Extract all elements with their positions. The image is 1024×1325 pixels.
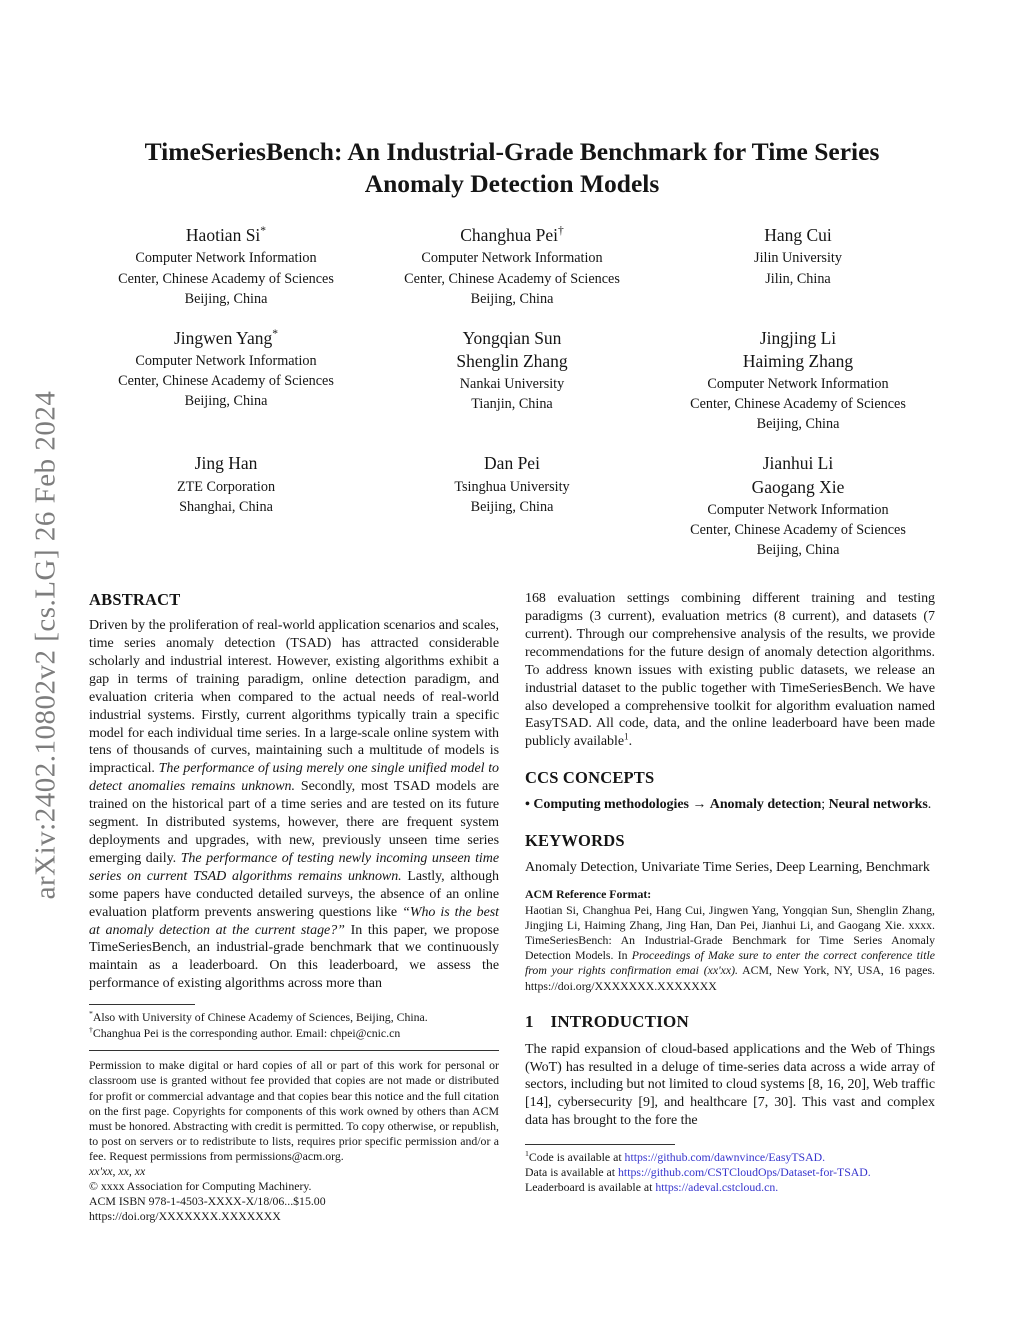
text-segment: Data is available at: [525, 1165, 619, 1180]
permission-notice: Permission to make digital or hard copies of all or part of this work for personal or classroom use is granted without fee provided that copies are not made or distributed for profit or commercial advantage and that copies bear this notice and the full citation on the first page. Copyrights for components of this work owned by others than ACM must be honored. Abstracting with credit is permitted. To copy otherwise, or republish, to post on servers or to redistribute to lists, requires prior specific permission and/or a fee. Request permissions from permissions@acm.org.: [89, 1058, 499, 1163]
text-line: Shanghai, China: [179, 498, 273, 515]
section-number: 1: [525, 1011, 534, 1031]
author-block: [369, 452, 655, 516]
external-link[interactable]: https://adeval.cstcloud.cn.: [655, 1180, 779, 1195]
text-segment: The rapid expansion of cloud-based applications and the Web of Things (WoT) has resulted in a deluge of time-series data across a wide array of sectors, including but not limited to cloud systems [8, 16, 20], Web traffic [14], cybersecurity [9], and healthcare [7, 30]. This vast and complex data has brought to the fore the: [525, 1041, 935, 1129]
author-affiliation: [655, 500, 941, 560]
text-segment: .: [927, 797, 932, 813]
text-segment: Changhua Pei is the corresponding author. Email: chpei@cnic.cn: [92, 1026, 401, 1041]
text-segment: †: [557, 225, 564, 238]
arxiv-stamp: arXiv:2402.10802v2 [cs.LG] 26 Feb 2024: [29, 390, 62, 900]
author-block: [655, 224, 941, 288]
text-segment: ;: [821, 797, 829, 813]
author-name: [369, 224, 655, 247]
acm-reference-heading: ACM Reference Format:: [525, 887, 652, 902]
text-segment: •: [525, 797, 534, 813]
text-segment: †: [89, 1025, 93, 1035]
text-line: [369, 350, 655, 373]
text-segment: ACM, New York, NY, USA, 16 pages. https://doi.org/XXXXXXX.XXXXXXX: [525, 963, 936, 993]
text-segment: In this paper, we propose TimeSeriesBench, an industrial-grade benchmark that we continuously maintain as a leaderboard. On this leaderboard, we assess the performance of existing algorithms across more than: [89, 922, 499, 992]
text-segment: Yongqian Sun: [462, 327, 562, 348]
text-line: Center, Chinese Academy of Sciences: [118, 270, 334, 287]
text-line: Tianjin, China: [471, 396, 553, 413]
text-line: [525, 1165, 935, 1180]
author-affiliation: [369, 477, 655, 517]
text-line: [655, 224, 941, 247]
text-line: Jilin, China: [765, 270, 831, 287]
text-line: Computer Network Information: [421, 250, 603, 267]
text-line: [655, 327, 941, 350]
text-line: Computer Network Information: [707, 376, 889, 392]
author-affiliation: [83, 351, 369, 411]
text-segment: Jingjing Li: [759, 327, 837, 348]
availability-footnotes: [525, 1150, 935, 1195]
text-line: [655, 350, 941, 373]
text-line: Beijing, China: [470, 290, 554, 307]
text-segment: Haotian Si, Changhua Pei, Hang Cui, Jingwen Yang, Yongqian Sun, Shenglin Zhang, Jingjing Li, Haiming Zhang, Jing Han, Dan Pei, Jianhui Li, and Gaogang Xie. xxxx. TimeSeriesBench: An Industrial-Grade Benchmark for Time Series Anomaly Detection Models. In: [525, 903, 935, 963]
text-segment: *: [260, 225, 267, 238]
footnote-rule: [89, 1004, 195, 1005]
author-name: [655, 452, 941, 498]
text-segment: Neural networks: [828, 797, 928, 813]
venue-line: xx'xx, xx, xx: [89, 1164, 146, 1178]
text-segment: Proceedings of Make sure to enter the correct conference title from your rights confirmation emai (xx'xx).: [525, 948, 935, 978]
text-segment: →: [688, 797, 710, 813]
text-line: Center, Chinese Academy of Sciences: [690, 521, 906, 538]
text-segment: Shenglin Zhang: [456, 350, 568, 371]
text-segment: Haotian Si: [185, 225, 261, 246]
author-name: [83, 452, 369, 475]
text-segment: “Who is the best at anomaly detection at the current stage?”: [89, 904, 499, 938]
text-line: [525, 1150, 935, 1165]
author-block: [83, 327, 369, 412]
section-title: INTRODUCTION: [550, 1011, 689, 1031]
author-block: [83, 452, 369, 516]
text-segment: Driven by the proliferation of real-world application scenarios and scales, time series anomaly detection (TSAD) has attracted considerable scholarly and industrial interest. However, existing algorithms exhibit a gap in terms of training paradigm, online detection paradigm, and evaluation criteria when compared to the actual needs of real-world industrial systems. Firstly, current algorithms typically train a specific model for each individual time series. In a large-scale online system with tens of thousands of curves, maintaining such a multitude of models is impractical.: [89, 618, 499, 777]
text-line: Computer Network Information: [135, 352, 317, 369]
text-segment: Computing methodologies: [533, 797, 689, 813]
text-segment: Jianhui Li: [762, 453, 834, 474]
text-line: Center, Chinese Academy of Sciences: [118, 373, 334, 390]
text-segment: Changhua Pei: [460, 225, 558, 246]
text-segment: Anomaly detection: [709, 797, 822, 813]
author-affiliation: [655, 374, 941, 434]
authors-grid: [83, 224, 941, 560]
isbn-line: ACM ISBN 978-1-4503-XXXX-X/18/06...$15.00: [89, 1194, 326, 1209]
text-segment: Secondly, most TSAD models are trained on the historical part of a time series and are tested on its future segment. In distributed systems, however, there are frequent system deployments and upgrades, with new, previously unseen time series emerging daily.: [89, 779, 499, 866]
left-column: [89, 590, 499, 1224]
external-link[interactable]: https://github.com/dawnvince/EasyTSAD.: [624, 1150, 826, 1165]
text-line: Beijing, China: [184, 393, 268, 410]
ccs-heading: CCS CONCEPTS: [525, 768, 655, 788]
author-footnote-1: [89, 1010, 499, 1025]
text-line: [655, 476, 941, 499]
text-line: Computer Network Information: [707, 501, 889, 518]
text-line: Beijing, China: [470, 498, 554, 515]
text-line: ZTE Corporation: [176, 478, 276, 495]
right-column: [525, 590, 935, 1224]
author-block: [655, 452, 941, 560]
doi-line: https://doi.org/XXXXXXX.XXXXXXX: [89, 1209, 281, 1224]
text-line: [525, 1180, 935, 1195]
text-segment: Code is available at: [528, 1150, 625, 1165]
text-segment: *: [89, 1009, 93, 1019]
keywords-text: Anomaly Detection, Univariate Time Series, Deep Learning, Benchmark: [525, 860, 930, 876]
text-segment: Jingwen Yang: [174, 327, 273, 348]
text-segment: The performance of using merely one single unified model to detect anomalies remains unknown.: [89, 761, 499, 795]
introduction-paragraph: [525, 1041, 935, 1131]
text-segment: .: [628, 734, 633, 750]
author-block: [83, 224, 369, 309]
text-line: Beijing, China: [756, 541, 840, 558]
text-segment: Lastly, although some papers have conducted detailed surveys, the absence of an online evaluation platform prevents answering questions like: [89, 868, 499, 920]
text-line: Center, Chinese Academy of Sciences: [404, 270, 620, 287]
text-segment: Hang Cui: [764, 225, 832, 246]
text-line: Center, Chinese Academy of Sciences: [690, 396, 906, 413]
text-line: Computer Network Information: [135, 250, 317, 267]
text-line: Beijing, China: [756, 416, 840, 433]
author-affiliation: [369, 374, 655, 414]
author-footnote-2: [89, 1026, 499, 1041]
permission-rule: [89, 1050, 499, 1051]
keywords-heading: KEYWORDS: [525, 831, 625, 851]
author-block: [655, 327, 941, 435]
author-block: [369, 327, 655, 415]
two-column-body: [89, 590, 935, 1224]
text-segment: *: [272, 327, 278, 340]
external-link[interactable]: https://github.com/CSTCloudOps/Dataset-for-TSAD.: [618, 1165, 871, 1180]
text-line: [83, 327, 369, 350]
abstract-paragraph: [89, 617, 499, 993]
text-line: [655, 452, 941, 475]
text-line: [83, 452, 369, 475]
text-line: [369, 452, 655, 475]
introduction-heading: [525, 1012, 935, 1032]
author-name: [655, 327, 941, 373]
text-line: [369, 224, 655, 247]
text-line: [83, 224, 369, 247]
text-line: [369, 327, 655, 350]
text-line: Nankai University: [459, 376, 565, 392]
text-segment: 168 evaluation settings combining different training and testing paradigms (3 current), evaluation metrics (8 current), and datasets (7 current). Through our comprehensive analysis of the results, we provide recommendations for the future design of anomaly detection algorithms. To address known issues with existing public datasets, we release an industrial dataset to the public together with TimeSeriesBench. We have also developed a comprehensive toolkit for algorithm evaluation named EasyTSAD. All code, data, and the online leaderboard have been made publicly available: [525, 591, 935, 750]
text-segment: Haiming Zhang: [742, 350, 854, 371]
text-segment: Leaderboard is available at: [525, 1180, 656, 1195]
copyright-line: © xxxx Association for Computing Machinery.: [89, 1179, 312, 1194]
text-segment: 1: [525, 1149, 529, 1159]
author-name: [83, 224, 369, 247]
text-segment: Also with University of Chinese Academy of Sciences, Beijing, China.: [92, 1010, 428, 1025]
text-line: Tsinghua University: [454, 478, 570, 495]
author-affiliation: [83, 477, 369, 517]
text-line: Beijing, China: [184, 290, 268, 307]
abstract-continuation: [525, 590, 935, 751]
author-affiliation: [655, 248, 941, 288]
text-segment: 1: [624, 731, 629, 742]
text-segment: Jing Han: [194, 453, 258, 474]
author-affiliation: [369, 248, 655, 308]
author-name: [369, 452, 655, 475]
text-segment: Dan Pei: [484, 453, 540, 474]
text-segment: Gaogang Xie: [751, 476, 845, 497]
text-segment: The performance of testing newly incoming unseen time series on current TSAD algorithms remains unknown.: [89, 850, 499, 884]
author-block: [369, 224, 655, 309]
acm-reference-text: [525, 903, 935, 994]
ccs-concepts: [525, 796, 935, 814]
footnote-rule: [525, 1144, 675, 1145]
paper-title: TimeSeriesBench: An Industrial-Grade Benchmark for Time Series Anomaly Detection Models: [144, 137, 880, 199]
author-name: [369, 327, 655, 373]
author-name: [83, 327, 369, 350]
abstract-heading: ABSTRACT: [89, 590, 181, 610]
author-affiliation: [83, 248, 369, 308]
author-name: [655, 224, 941, 247]
text-line: Jilin University: [754, 250, 842, 267]
